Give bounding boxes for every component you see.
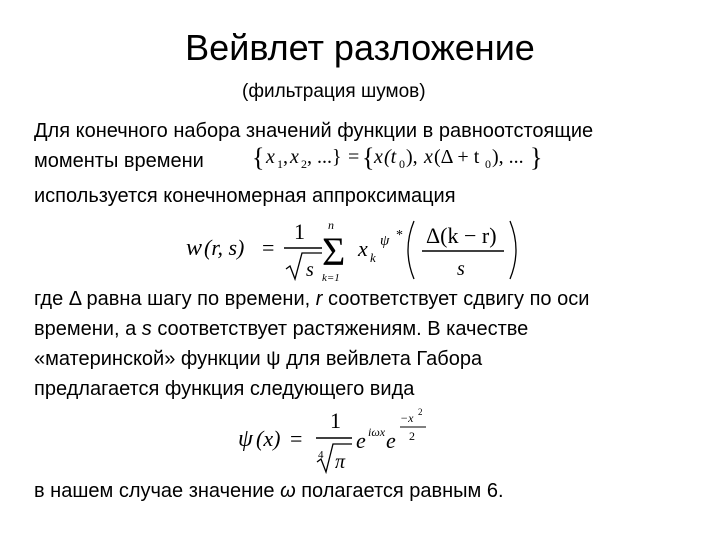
slide-title: Вейвлет разложение <box>185 27 535 68</box>
seq-x1: x <box>266 146 275 168</box>
w-k: k <box>370 250 376 265</box>
psi-symbol: ψ <box>238 426 253 452</box>
w-args: (r, s) <box>204 235 245 260</box>
psi-exp2-num: −x <box>400 411 414 425</box>
formula-wavelet <box>182 215 522 285</box>
paragraph-2-line-3: «материнской» функции ψ для вейвлета Габора <box>34 348 483 370</box>
w-sqrt-sign <box>286 253 322 279</box>
seq-rest-left: , ...} <box>307 146 342 168</box>
seq-close1: ), <box>406 146 418 168</box>
seq-sub0a: 0 <box>399 157 405 171</box>
psi-num: 1 <box>330 408 341 433</box>
psi-exp2-pow: 2 <box>418 407 423 417</box>
brace-open-2: { <box>362 143 375 172</box>
psi-e2: e <box>386 428 396 453</box>
paragraph-2-line-2: времени, а s соответствует растяжениям. В качестве <box>34 318 529 340</box>
psi-pi: π <box>335 451 346 473</box>
seq-comma: , <box>283 146 288 168</box>
seq-eq: = <box>348 146 360 168</box>
w-s-den: s <box>306 259 314 281</box>
formula-sequence <box>238 140 543 174</box>
w-num: 1 <box>294 219 305 244</box>
paragraph-1-line-3: используется конечномерная аппроксимация <box>34 185 456 207</box>
paragraph-1-line-2: моменты времени <box>34 150 204 172</box>
seq-dt: (Δ + t <box>434 146 480 168</box>
psi-args: (x) <box>256 426 281 451</box>
w-sum-sign: Σ <box>322 229 346 274</box>
formula-psi <box>234 400 434 476</box>
paragraph-1-line-1: Для конечного набора значений функции в равноотстоящие <box>34 120 594 142</box>
seq-rx2: x <box>424 146 433 168</box>
w-inner-den: s <box>457 258 465 280</box>
w-psi: ψ <box>380 233 390 249</box>
w-sum-lower: k=1 <box>322 272 340 284</box>
seq-sub1: 1 <box>277 157 283 171</box>
seq-close2: ), ... <box>492 146 524 168</box>
paragraph-2-line-4: предлагается функция следующего вида <box>34 378 415 400</box>
psi-exp1: iωx <box>368 425 386 439</box>
seq-sub2: 2 <box>301 157 307 171</box>
seq-sub0b: 0 <box>485 157 491 171</box>
slide-subtitle: (фильтрация шумов) <box>242 81 426 102</box>
w-star: * <box>396 228 403 243</box>
w-paren-left <box>408 221 414 279</box>
closing-line: в нашем случае значение ω полагается равным 6. <box>34 480 504 502</box>
psi-exp2-den: 2 <box>409 429 415 443</box>
w-x: x <box>358 236 368 261</box>
w-symbol: w <box>186 235 203 261</box>
seq-rx1: x <box>374 146 383 168</box>
psi-e1: e <box>356 428 366 453</box>
w-paren-right <box>510 221 516 279</box>
psi-eq: = <box>290 426 303 451</box>
brace-close: } <box>530 143 543 172</box>
w-sum-upper: n <box>328 218 334 232</box>
seq-t0a: (t <box>384 146 397 168</box>
psi-root-index: 4 <box>318 449 324 461</box>
seq-x2: x <box>290 146 299 168</box>
w-eq: = <box>262 235 275 260</box>
brace-open: { <box>252 143 265 172</box>
paragraph-2-line-1: где Δ равна шагу по времени, r соответствует сдвигу по оси <box>34 288 590 310</box>
w-inner-num: Δ(k − r) <box>426 223 497 248</box>
